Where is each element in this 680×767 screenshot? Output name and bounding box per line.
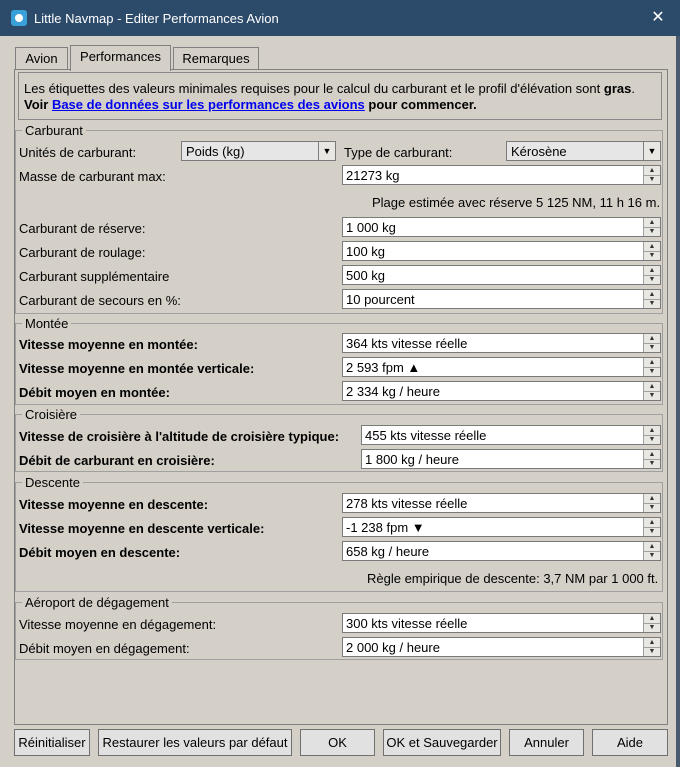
cruise-flow-spinbox[interactable]: 1 800 kg / heure ▲ ▼ <box>361 449 661 469</box>
group-title: Montée <box>22 316 71 331</box>
spin-up-icon[interactable]: ▲ <box>644 382 660 392</box>
cruise-speed-label: Vitesse de croisière à l'altitude de croisière typique: <box>19 429 340 444</box>
spin-up-icon[interactable]: ▲ <box>644 638 660 648</box>
info-box <box>18 72 662 120</box>
alternate-flow-spinbox[interactable]: 2 000 kg / heure ▲ ▼ <box>342 637 661 657</box>
group-title: Croisière <box>22 407 80 422</box>
climb-speed-spinbox[interactable]: 364 kts vitesse réelle ▲ ▼ <box>342 333 661 353</box>
taxi-fuel-label: Carburant de roulage: <box>19 245 146 260</box>
spin-up-icon[interactable]: ▲ <box>644 450 660 460</box>
window-edge <box>676 36 680 767</box>
extra-fuel-spinbox[interactable]: 500 kg ▲ ▼ <box>342 265 661 285</box>
alternate-flow-label: Débit moyen en dégagement: <box>19 641 190 656</box>
spin-up-icon[interactable]: ▲ <box>644 242 660 252</box>
tab-remarques[interactable]: Remarques <box>173 47 259 70</box>
spin-down-icon[interactable]: ▼ <box>648 648 656 655</box>
title-bar <box>0 0 680 36</box>
spin-up-icon[interactable]: ▲ <box>644 290 660 300</box>
spin-up-icon[interactable]: ▲ <box>644 426 660 436</box>
spin-down-icon[interactable]: ▼ <box>648 624 656 631</box>
fuel-units-combo[interactable]: Poids (kg) ▼ <box>181 141 336 161</box>
performance-database-link[interactable]: Base de données sur les performances des avions <box>51 97 365 112</box>
climb-vs-label: Vitesse moyenne en montée verticale: <box>19 361 255 376</box>
spin-down-icon[interactable]: ▼ <box>648 228 656 235</box>
max-fuel-label: Masse de carburant max: <box>19 169 166 184</box>
info-link-line: Voir Base de données sur les performances des avions pour commencer. <box>24 97 477 112</box>
descent-speed-label: Vitesse moyenne en descente: <box>19 497 209 512</box>
fuel-type-label: Type de carburant: <box>344 145 453 160</box>
descent-vs-label: Vitesse moyenne en descente verticale: <box>19 521 265 536</box>
extra-fuel-label: Carburant supplémentaire <box>19 269 170 284</box>
taxi-fuel-spinbox[interactable]: 100 kg ▲ ▼ <box>342 241 661 261</box>
spin-down-icon[interactable]: ▼ <box>648 392 656 399</box>
group-title: Carburant <box>22 123 86 138</box>
spin-up-icon[interactable]: ▲ <box>644 358 660 368</box>
help-button[interactable]: Aide <box>592 729 668 756</box>
close-button[interactable]: ✕ <box>651 9 665 26</box>
max-fuel-spinbox[interactable]: 21273 kg ▲ ▼ <box>342 165 661 185</box>
spin-down-icon[interactable]: ▼ <box>648 300 656 307</box>
contingency-fuel-spinbox[interactable]: 10 pourcent ▲ ▼ <box>342 289 661 309</box>
spin-down-icon[interactable]: ▼ <box>648 528 656 535</box>
group-title: Aéroport de dégagement <box>22 595 172 610</box>
spin-down-icon[interactable]: ▼ <box>648 368 656 375</box>
contingency-fuel-label: Carburant de secours en %: <box>19 293 181 308</box>
descent-speed-spinbox[interactable]: 278 kts vitesse réelle ▲ ▼ <box>342 493 661 513</box>
spin-up-icon[interactable]: ▲ <box>644 614 660 624</box>
alternate-speed-spinbox[interactable]: 300 kts vitesse réelle ▲ ▼ <box>342 613 661 633</box>
chevron-down-icon: ▼ <box>318 142 335 160</box>
cruise-flow-label: Débit de carburant en croisière: <box>19 453 215 468</box>
restore-defaults-button[interactable]: Restaurer les valeurs par défaut <box>98 729 292 756</box>
spin-down-icon[interactable]: ▼ <box>648 504 656 511</box>
cruise-speed-spinbox[interactable]: 455 kts vitesse réelle ▲ ▼ <box>361 425 661 445</box>
descent-flow-label: Débit moyen en descente: <box>19 545 181 560</box>
ok-save-button[interactable]: OK et Sauvegarder <box>383 729 501 756</box>
app-icon <box>11 10 27 26</box>
group-title: Descente <box>22 475 83 490</box>
range-estimate-note: Plage estimée avec réserve 5 125 NM, 11 h 16 m. <box>372 195 661 210</box>
climb-flow-spinbox[interactable]: 2 334 kg / heure ▲ ▼ <box>342 381 661 401</box>
spin-up-icon[interactable]: ▲ <box>644 166 660 176</box>
climb-flow-label: Débit moyen en montée: <box>19 385 170 400</box>
spin-down-icon[interactable]: ▼ <box>648 552 656 559</box>
climb-vs-spinbox[interactable]: 2 593 fpm ▲ ▲ ▼ <box>342 357 661 377</box>
reserve-fuel-label: Carburant de réserve: <box>19 221 146 236</box>
spin-up-icon[interactable]: ▲ <box>644 334 660 344</box>
spin-up-icon[interactable]: ▲ <box>644 218 660 228</box>
spin-down-icon[interactable]: ▼ <box>648 276 656 283</box>
fuel-units-label: Unités de carburant: <box>19 145 137 160</box>
reserve-fuel-spinbox[interactable]: 1 000 kg ▲ ▼ <box>342 217 661 237</box>
spin-up-icon[interactable]: ▲ <box>644 542 660 552</box>
climb-speed-label: Vitesse moyenne en montée: <box>19 337 198 352</box>
descent-rule-note: Règle empirique de descente: 3,7 NM par 1 000 ft. <box>367 571 659 586</box>
spin-down-icon[interactable]: ▼ <box>648 436 656 443</box>
descent-vs-spinbox[interactable]: -1 238 fpm ▼ ▲ ▼ <box>342 517 661 537</box>
alternate-speed-label: Vitesse moyenne en dégagement: <box>19 617 217 632</box>
spin-down-icon[interactable]: ▼ <box>648 176 656 183</box>
spin-down-icon[interactable]: ▼ <box>648 252 656 259</box>
spin-up-icon[interactable]: ▲ <box>644 266 660 276</box>
spin-up-icon[interactable]: ▲ <box>644 494 660 504</box>
tab-performances[interactable]: Performances <box>70 45 171 71</box>
descent-flow-spinbox[interactable]: 658 kg / heure ▲ ▼ <box>342 541 661 561</box>
chevron-down-icon: ▼ <box>643 142 660 160</box>
spin-down-icon[interactable]: ▼ <box>648 460 656 467</box>
info-text: Les étiquettes des valeurs minimales requises pour le calcul du carburant et le profil d'élévation sont gras. <box>24 81 635 96</box>
reset-button[interactable]: Réinitialiser <box>14 729 90 756</box>
spin-up-icon[interactable]: ▲ <box>644 518 660 528</box>
window-title: Little Navmap - Editer Performances Avion <box>34 11 279 26</box>
fuel-type-combo[interactable]: Kérosène ▼ <box>506 141 661 161</box>
tab-avion[interactable]: Avion <box>15 47 68 70</box>
spin-down-icon[interactable]: ▼ <box>648 344 656 351</box>
cancel-button[interactable]: Annuler <box>509 729 584 756</box>
ok-button[interactable]: OK <box>300 729 375 756</box>
